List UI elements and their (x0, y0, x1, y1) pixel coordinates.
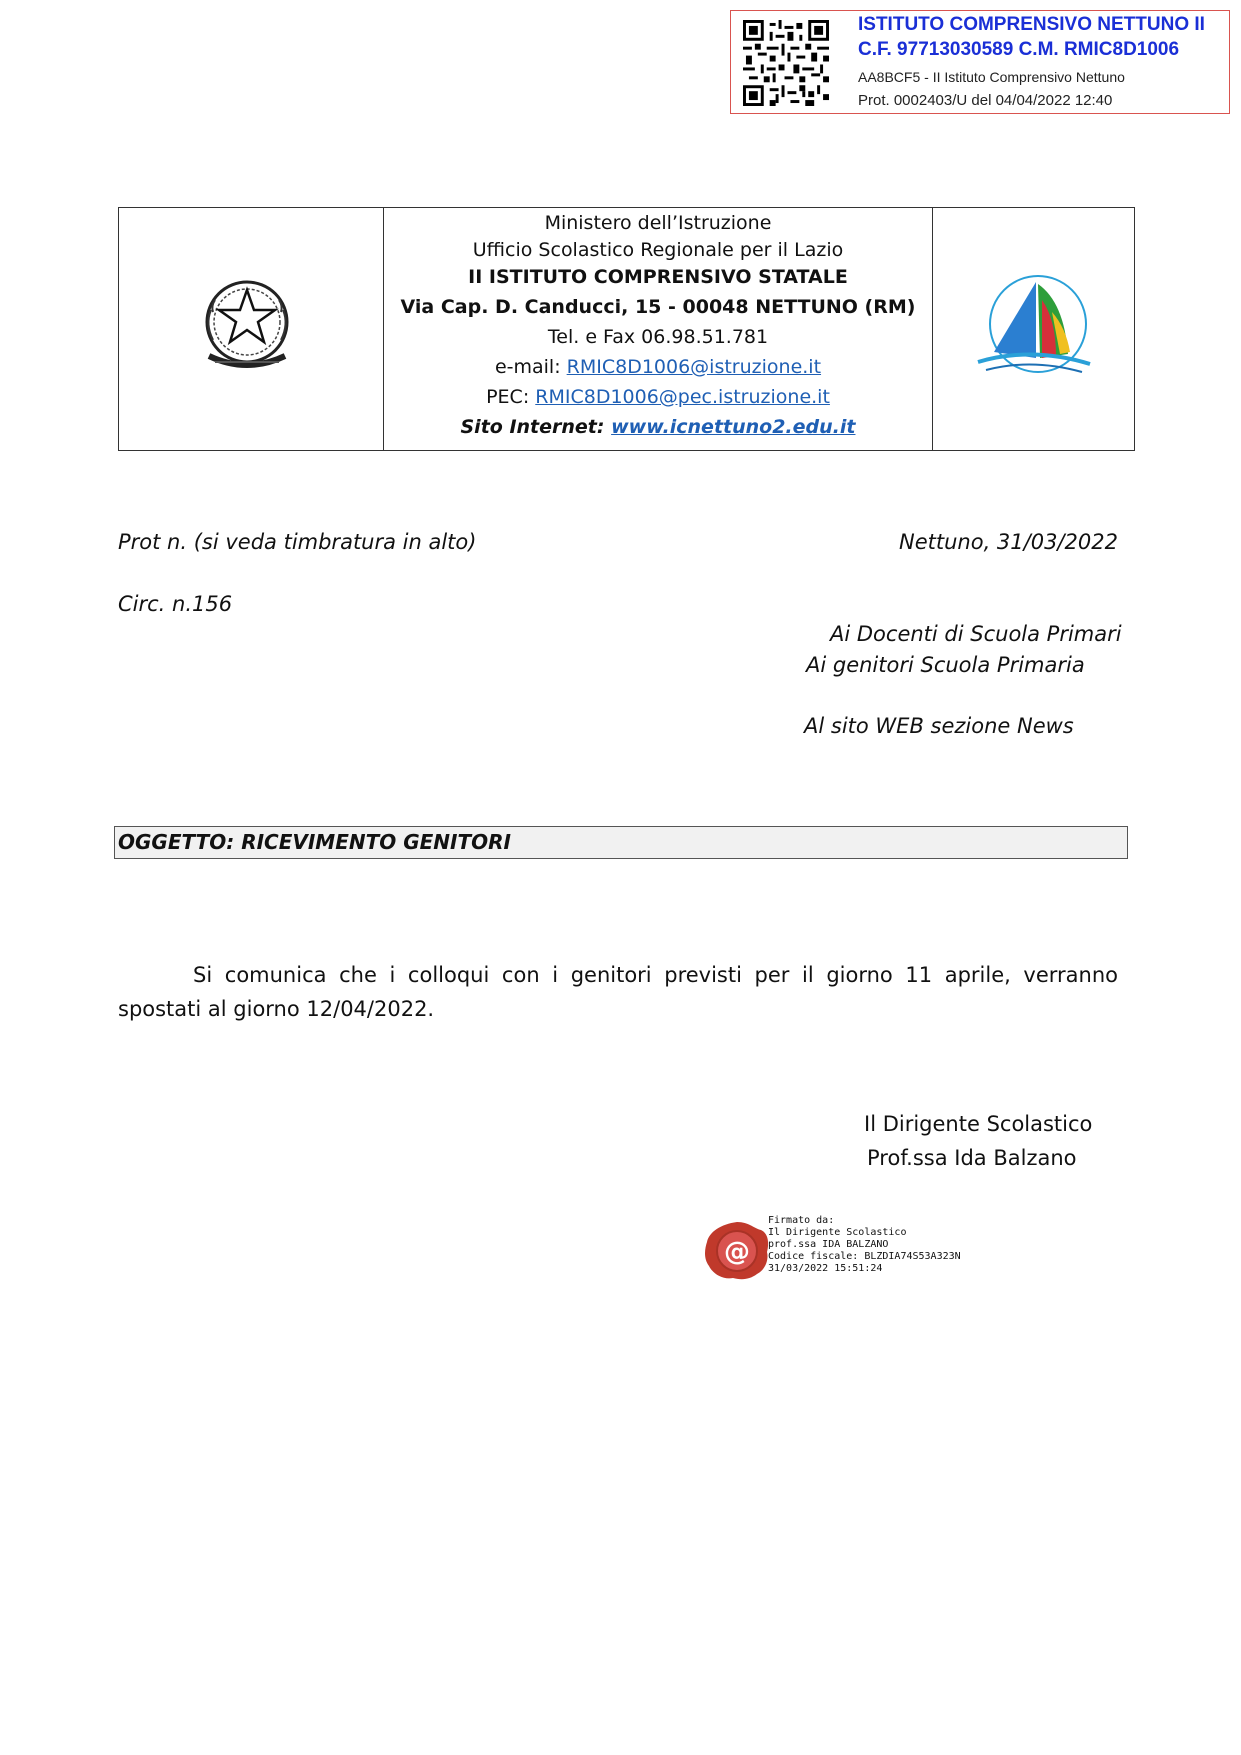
letterhead-table (118, 207, 1135, 451)
digital-signature-seal-icon (703, 1220, 771, 1282)
stamp-institute-name: ISTITUTO COMPRENSIVO NETTUNO II (858, 14, 1205, 35)
subject-box (114, 826, 1128, 859)
school-name: II ISTITUTO COMPRENSIVO STATALE (468, 266, 848, 288)
italian-republic-emblem-icon (193, 270, 301, 378)
website-row (384, 416, 932, 438)
regional-office: Ufficio Scolastico Regionale per il Lazio (472, 239, 844, 261)
signature-detail-line: 31/03/2022 15:51:24 (768, 1263, 883, 1274)
letter-date: Nettuno, 31/03/2022 (899, 530, 1118, 554)
subject-text: OGGETTO: RICEVIMENTO GENITORI (118, 830, 511, 854)
qr-code-icon (743, 20, 829, 106)
website-label: Sito Internet: (460, 416, 612, 438)
signature-detail-line: Codice fiscale: BLZDIA74S53A323N (768, 1251, 961, 1262)
protocol-stamp (730, 10, 1230, 114)
stamp-registry: AA8BCF5 - II Istituto Comprensivo Nettuno (858, 69, 1125, 85)
letter-body: Si comunica che i colloqui con i genitori previsti per il giorno 11 aprile, verranno spostati al giorno 12/04/2022. (118, 963, 1118, 1021)
svg-text:@: @ (724, 1237, 750, 1267)
stamp-protocol-number: Prot. 0002403/U del 04/04/2022 12:40 (858, 92, 1113, 109)
email-row (384, 356, 932, 378)
stamp-fiscal-code: C.F. 97713030589 C.M. RMIC8D1006 (858, 39, 1180, 60)
website-link[interactable]: www.icnettuno2.edu.it (611, 416, 856, 438)
recipient-teachers: Ai Docenti di Scuola Primari (830, 622, 1122, 646)
table-divider (932, 208, 933, 450)
pec-label: PEC: (486, 386, 536, 408)
digital-signature-details (768, 1215, 961, 1275)
school-phone: Tel. e Fax 06.98.51.781 (547, 326, 769, 348)
pec-row (384, 386, 932, 408)
ministry-name: Ministero dell’Istruzione (544, 212, 772, 234)
circular-number: Circ. n.156 (118, 592, 233, 616)
recipient-website: Al sito WEB sezione News (804, 714, 1074, 738)
email-label: e-mail: (494, 356, 567, 378)
signature-detail-line: Firmato da: (768, 1215, 835, 1226)
email-link[interactable]: RMIC8D1006@istruzione.it (566, 356, 822, 378)
pec-link[interactable]: RMIC8D1006@pec.istruzione.it (535, 386, 830, 408)
signature-detail-line: prof.ssa IDA BALZANO (768, 1239, 889, 1250)
signature-role: Il Dirigente Scolastico (864, 1112, 1093, 1136)
protocol-reference: Prot n. (si veda timbratura in alto) (118, 530, 477, 554)
signature-detail-line: Il Dirigente Scolastico (768, 1227, 907, 1238)
signature-name: Prof.ssa Ida Balzano (867, 1146, 1077, 1170)
recipient-parents: Ai genitori Scuola Primaria (806, 653, 1085, 677)
school-address: Via Cap. D. Canducci, 15 - 00048 NETTUNO (RM) (400, 296, 916, 318)
school-sailboat-logo-icon (972, 272, 1096, 380)
